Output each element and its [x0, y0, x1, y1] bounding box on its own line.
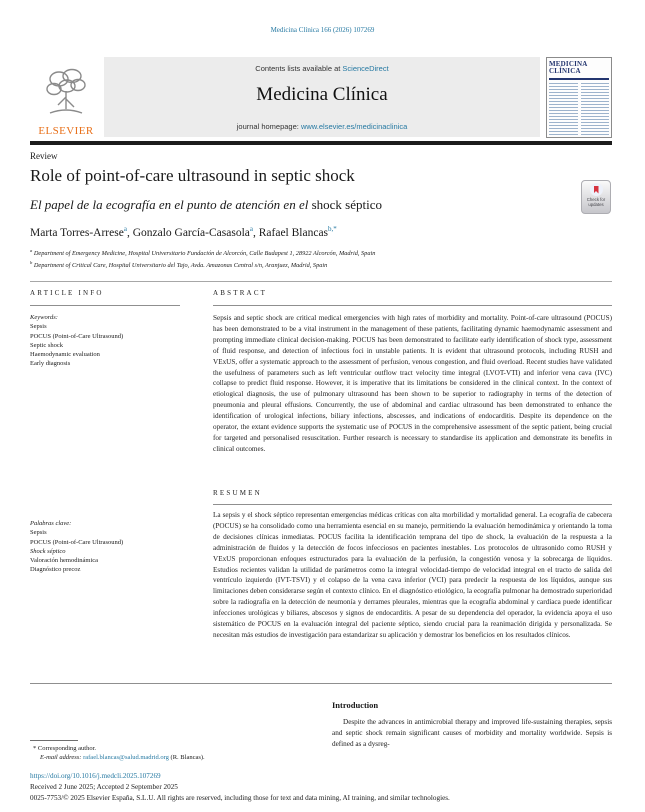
author-name[interactable]: Marta Torres-Arrese: [30, 226, 124, 239]
copyright-line: 0025-7753/© 2025 Elsevier España, S.L.U. All rights are reserved, including those for text and data mining, AI training, and similar technologies.: [30, 794, 450, 802]
subtitle-italic-part: El papel de la ecografía en el punto de atención en el: [30, 197, 312, 212]
author-name[interactable]: Gonzalo García-Casasola: [132, 226, 250, 239]
affiliation-row: [30, 258, 375, 270]
homepage-prefix: journal homepage:: [236, 122, 301, 131]
elsevier-wordmark: ELSEVIER: [38, 125, 94, 137]
contents-prefix: Contents lists available at: [255, 64, 343, 73]
article-type-label: Review: [30, 151, 58, 161]
crossmark-icon: [590, 183, 603, 196]
subtitle-roman-part: shock séptico: [311, 197, 382, 212]
email-link[interactable]: rafael.blancas@salud.madrid.org: [83, 754, 169, 761]
footnote-rule: [30, 740, 78, 741]
author-affiliation-mark: a: [123, 225, 127, 233]
abstract-text: Sepsis and septic shock are critical medical emergencies with high rates of morbidity and mortality. Point-of-care ultrasound (POCUS) has been demonstrated to be a vital instrument in the management of these patients, facilitating dynamic haemodynamic assessment and prompting immediate clinical decision-making. POCUS has been demonstrated to facilitate early identification of shock type, assessment of fluid response, and detection of infectious foci in unstable patients. It is evident that ultrasound protocols, including RUSH and VExUS, offer a systematic approach to the assessment of perfusion, venous congestion, and fluid overload. Recent studies have validated the usefulness of parameters such as left ventricular outflow tract velocity time integral (LVOT-VTI) and inferior vena cava (IVC) collapse to predict fluid response. However, it is imperative that its limitations be considered in the clinical context. In the context of etiological diagnosis, the use of pulmonary ultrasound has been shown to be superior to radiography in terms of the detection of pneumonia and pleural effusions. Concurrently, the use of abdominal and cardiac ultrasound has been demonstrated to enhance the identification of urological infections, biliary infections, abscesses, and indications of endocarditis. Despite its dependence on the operator, the extant evidence supports the systematic use of POCUS in the comprehensive assessment of the septic patient, being crucial for targeted and personalised resuscitation. Further research is necessary to standardise its application and demonstrate its benefits in clinical outcomes.: [213, 314, 612, 453]
journal-homepage-link[interactable]: www.elsevier.es/medicinaclinica: [300, 122, 408, 131]
resumen-text: La sepsis y el shock séptico representan emergencias médicas críticas con alta morbilidad y mortalidad general. La ecografía de cabecera (POCUS) se ha consolidado como una herramienta esencial en su manejo, permitiendo la evaluación hemodinámica y orientando la toma de decisiones clínicas inmediatas. POCUS facilita la identificación temprana del tipo de shock, la evaluación de la respuesta a la administración de fluidos y la detección de focos infecciosos en pacientes inestables. Los protocolos de ultrasonido como RUSH y VExUS proporcionan enfoques estructurados para la evaluación de la perfusión, la congestión venosa y la sobrecarga de líquidos. Estudios recientes validan la utilidad de parámetros como la integral velocidad-tiempo de velocidad integral en el tracto de salida del ventrículo izquierdo (IVT-TSVI) y el colapso de la vena cava inferior (VCI) para predecir la respuesta de los líquidos, aunque sus limitaciones deben considerarse según el contexto clínico. En el diagnóstico etiológico, la ecografía pulmonar ha demostrado superioridad sobre la radiografía en la detección de neumonía y derrames pleurales, mientras que la ecografía abdominal y cardíaca puede identificar infecciones urológicas y biliares, abscesos y signos de endocarditis. A pesar de su dependencia del operador, la evidencia apoya el uso sistemático de POCUS en la evaluación integral del paciente séptico, siendo crucial para la reanimación dirigida y personalizada. Se necesitan más estudios de investigación para estandarizar su aplicación y demostrar los beneficios en los resultados clínicos.: [213, 511, 612, 639]
doi-line: [30, 772, 161, 780]
abstract-heading: ABSTRACT: [213, 289, 268, 297]
keyword: Haemodynamic evaluation: [30, 351, 100, 359]
cover-divider: [549, 78, 609, 80]
introduction-heading: Introduction: [332, 700, 379, 710]
article-info-heading: ARTICLE INFO: [30, 289, 104, 297]
keywords-block: [30, 313, 200, 369]
elsevier-tree-icon: [42, 67, 90, 124]
homepage-line: [104, 122, 540, 131]
keyword: Sepsis: [30, 323, 47, 331]
palabra-clave: Diagnóstico precoz: [30, 566, 81, 574]
affiliation-mark: a: [30, 248, 33, 253]
article-subtitle: [30, 197, 382, 213]
contents-lists-line: [104, 64, 540, 73]
section-divider: [30, 281, 612, 282]
introduction-text: Despite the advances in antimicrobial therapy and improved life-sustaining therapies, sepsis and septic shock remain significant causes of morbidity and mortality worldwide. Sepsis is defined as a dysreg-: [332, 718, 612, 748]
palabra-clave: POCUS (Point-of-Care Ultrasound): [30, 538, 124, 546]
article-info-rule: [30, 305, 180, 306]
doi-link[interactable]: https://doi.org/10.1016/j.medcli.2025.107269: [30, 772, 161, 780]
palabras-label: Palabras clave:: [30, 520, 72, 527]
keywords-label: Keywords:: [30, 314, 58, 321]
palabra-clave: Shock séptico: [30, 547, 66, 555]
author-separator: ,: [126, 226, 133, 239]
affiliation-text: Department of Critical Care, Hospital Universitario del Tajo, Avda. Amazonas Central s/n, Aranjuez, Madrid, Spain: [32, 262, 328, 270]
elsevier-logo[interactable]: [30, 57, 102, 137]
resumen-rule: [213, 504, 612, 505]
affiliation-row: [30, 246, 375, 258]
keyword: Septic shock: [30, 341, 64, 349]
author-affiliation-mark: a: [249, 225, 253, 233]
affiliation-mark: b: [30, 260, 33, 266]
cover-text-lines: [549, 83, 609, 135]
journal-banner: [104, 57, 540, 137]
check-updates-label: Check for updates: [586, 197, 606, 208]
palabra-clave: Sepsis: [30, 529, 47, 537]
journal-masthead: [30, 57, 612, 137]
article-title: Role of point-of-care ultrasound in septic shock: [30, 166, 355, 185]
author-line: [30, 225, 337, 239]
corresponding-author-note: * Corresponding author.: [33, 745, 97, 752]
author-separator: ,: [252, 226, 259, 239]
palabra-clave: Valoración hemodinámica: [30, 557, 99, 565]
email-label: E-mail address:: [40, 754, 84, 761]
resumen-heading: RESUMEN: [213, 489, 262, 497]
received-accepted-line: Received 2 June 2025; Accepted 2 September 2025: [30, 783, 178, 791]
journal-citation-header: Medicina Clínica 166 (2026) 107269: [270, 26, 375, 34]
abstract-rule: [213, 305, 612, 306]
email-suffix: (R. Blancas).: [168, 754, 205, 761]
affiliations: [30, 246, 375, 270]
journal-cover-thumbnail[interactable]: [546, 57, 612, 138]
keyword: Early diagnosis: [30, 360, 71, 368]
sciencedirect-link[interactable]: ScienceDirect: [342, 64, 389, 73]
journal-title: Medicina Clínica: [256, 84, 388, 105]
cover-title: MEDICINA CLÍNICA: [549, 60, 588, 76]
email-line: [40, 754, 205, 761]
palabras-clave-block: [30, 519, 200, 575]
author-name[interactable]: Rafael Blancas: [258, 226, 329, 239]
affiliation-text: Department of Emergency Medicine, Hospital Universitario Fundación de Alcorcón, Calle Budapest 1, 28922 Alcorcón, Madrid, Spain: [32, 250, 376, 258]
header-divider-bar: [30, 141, 612, 145]
keyword: POCUS (Point-of-Care Ultrasound): [30, 332, 124, 340]
author-affiliation-mark: b,*: [328, 225, 337, 233]
check-for-updates-badge[interactable]: [581, 180, 611, 214]
body-divider: [30, 683, 612, 684]
